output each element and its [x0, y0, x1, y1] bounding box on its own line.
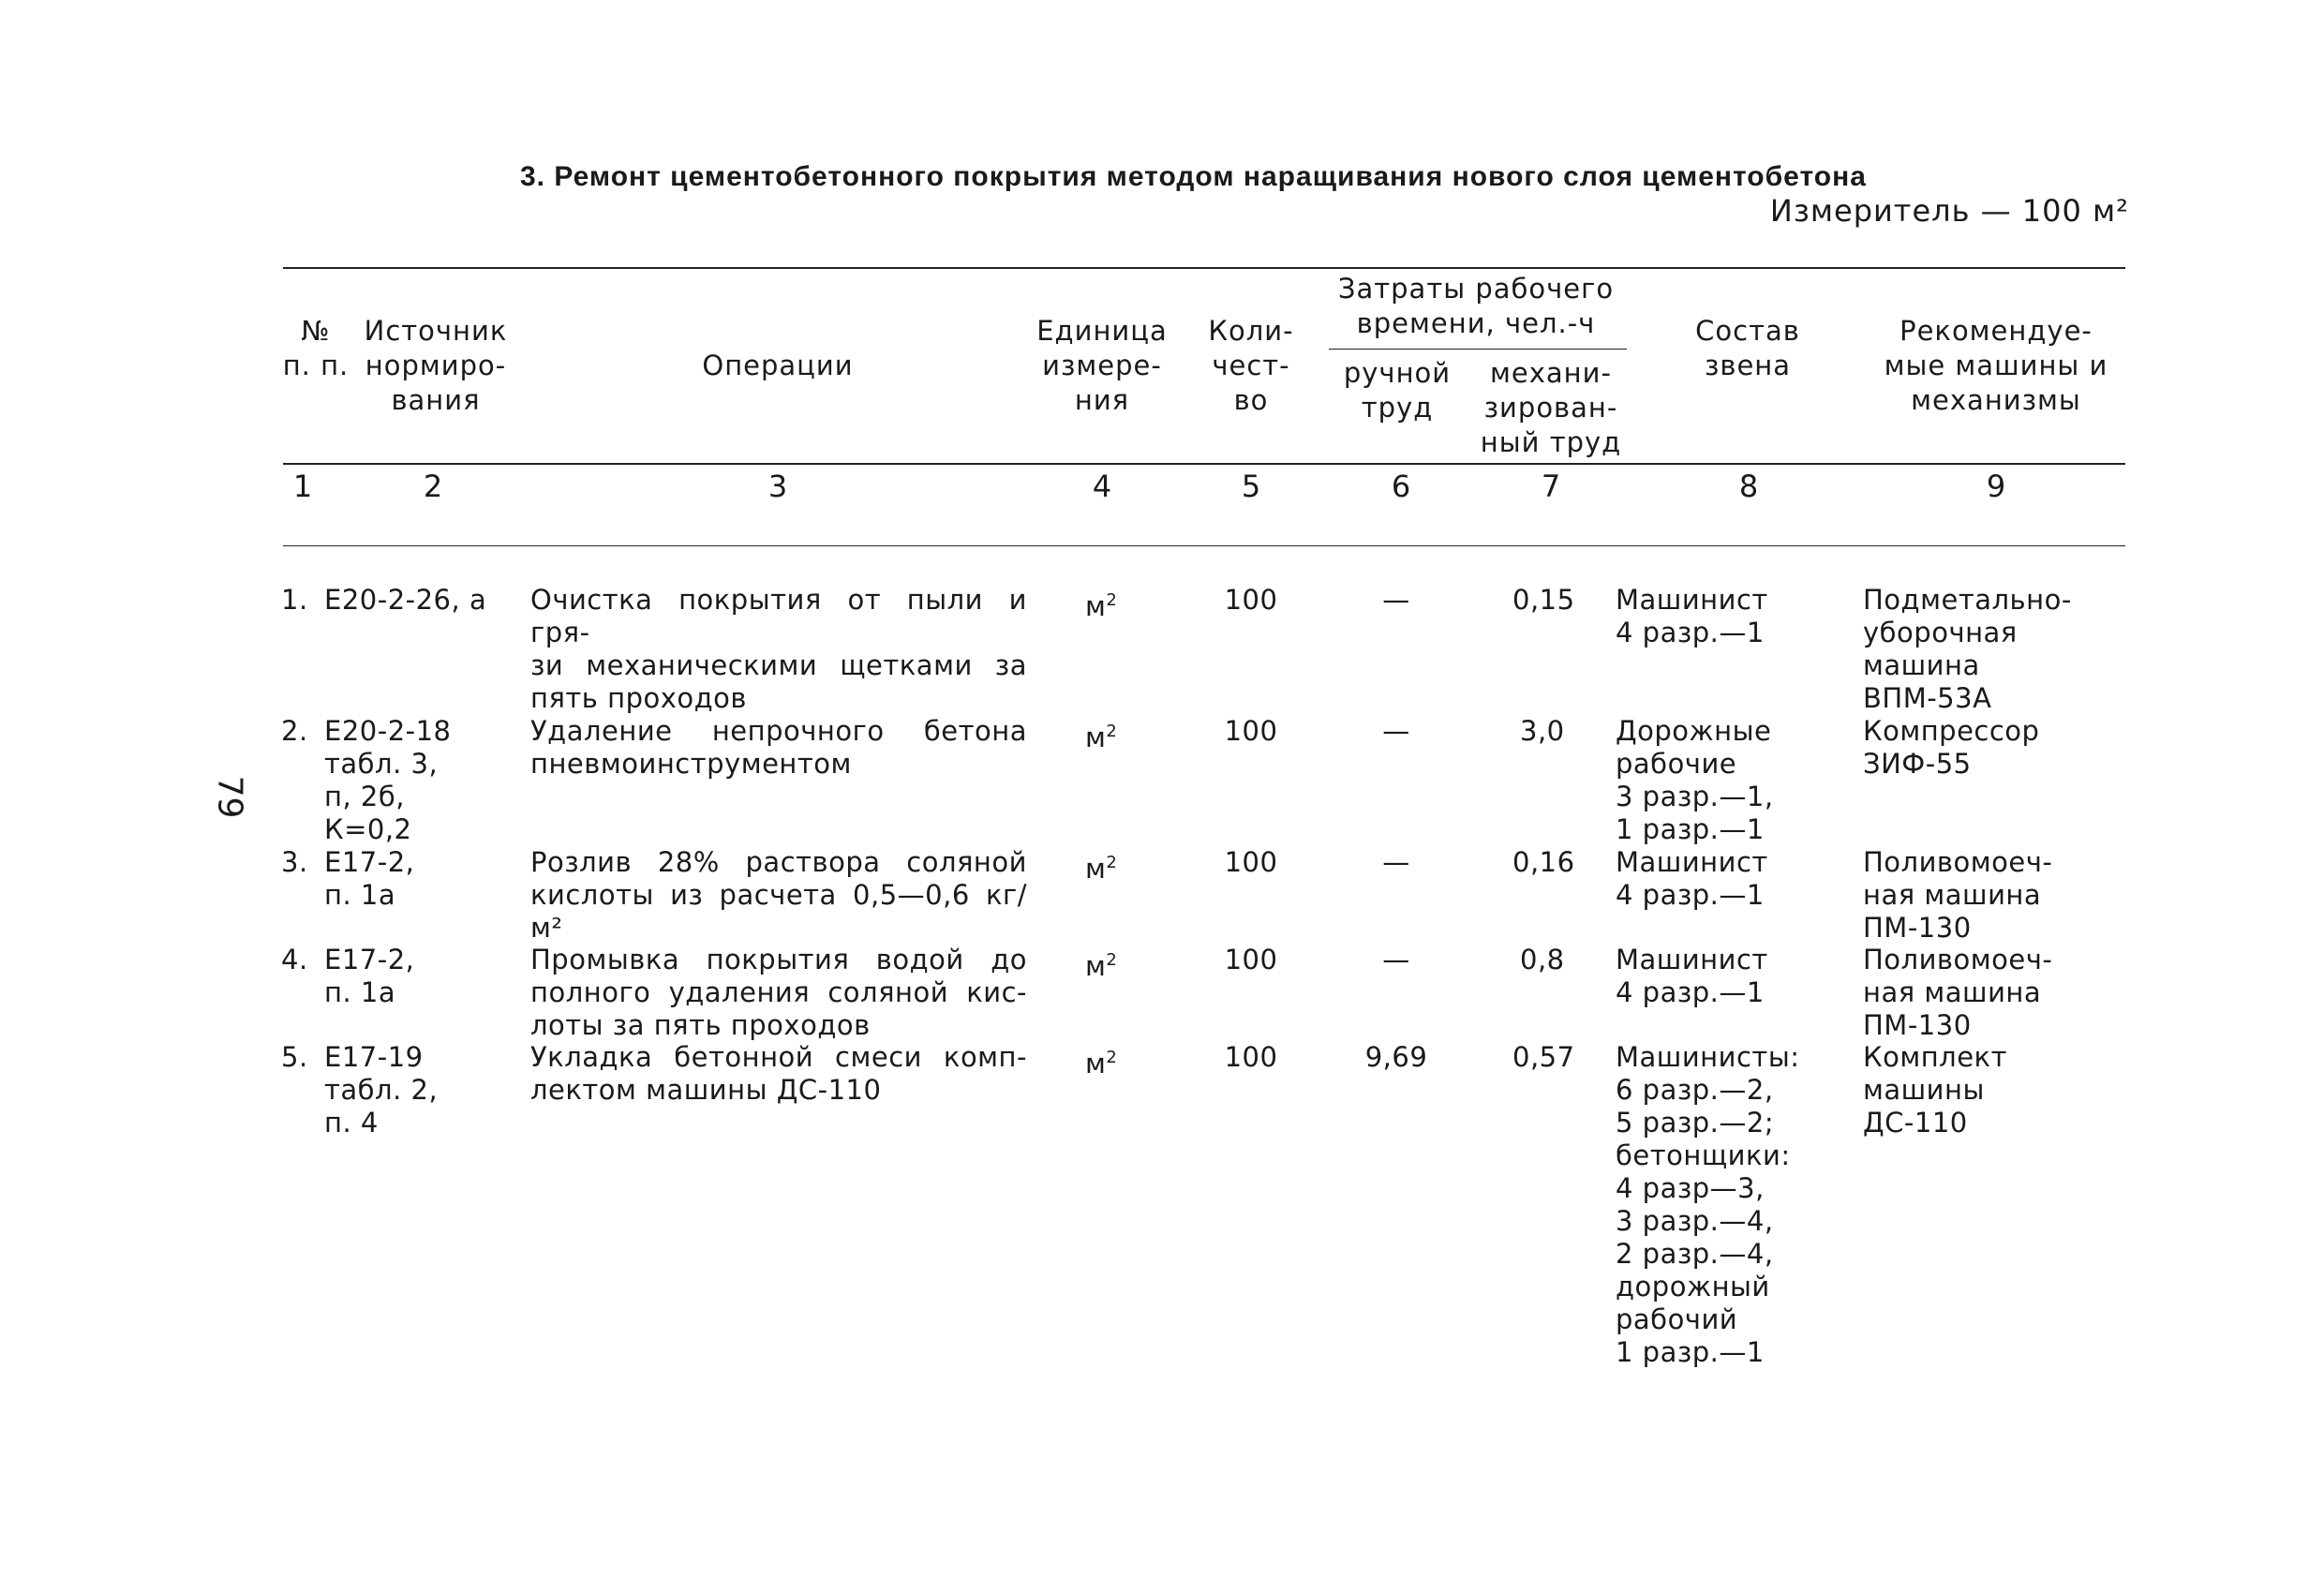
row-mech: 0,57 [1512, 1041, 1575, 1073]
row-mech: 3,0 [1520, 715, 1565, 747]
row-num: 3. [281, 846, 308, 878]
header-mechanized-labor: механи- зирован- ный труд [1480, 357, 1622, 458]
colnum-1: 1 [292, 469, 313, 504]
colnum-8: 8 [1738, 469, 1759, 504]
row-operation: Удаление непрочного бетона пневмоинструментом [530, 715, 1027, 780]
row-num: 1. [281, 584, 308, 616]
row-qty: 100 [1224, 584, 1278, 616]
row-source: Е17-2, п. 1а [324, 944, 415, 1008]
row-crew: Дорожные рабочие 3 разр.—1, 1 разр.—1 [1616, 715, 1774, 845]
row-mech: 0,8 [1520, 944, 1565, 975]
row-machines: Поливомоеч- ная машина ПМ-130 [1863, 846, 2053, 944]
header-manual-labor: ручной труд [1343, 357, 1452, 424]
row-unit: м 2 [1085, 944, 1117, 983]
row-num: 2. [281, 715, 308, 747]
row-unit: м 2 [1085, 1041, 1117, 1080]
row-qty: 100 [1224, 715, 1278, 747]
colnum-5: 5 [1241, 469, 1261, 504]
colnum-2: 2 [423, 469, 443, 504]
row-mech: 0,16 [1512, 846, 1575, 878]
row-crew: Машинист 4 разр.—1 [1616, 944, 1768, 1008]
row-manual: — [1382, 846, 1410, 878]
row-manual: — [1382, 944, 1410, 975]
row-source: Е20-2-18 табл. 3, п, 2б, К=0,2 [324, 715, 452, 845]
colnum-9: 9 [1986, 469, 2006, 504]
row-operation: Розлив 28% раствора соляной кислоты из расчета 0,5—0,6 кг/м² [530, 846, 1027, 944]
row-manual: 9,69 [1364, 1041, 1428, 1073]
column-numbers-rule [283, 545, 2125, 546]
header-num: № п. п. [282, 315, 350, 381]
row-qty: 100 [1224, 1041, 1278, 1073]
section-title: 3. Ремонт цементобетонного покрытия методом наращивания нового слоя цементобетона [520, 161, 1867, 192]
header-crew: Состав звена [1695, 315, 1800, 381]
colnum-3: 3 [767, 469, 788, 504]
page-number: 79 [210, 775, 249, 819]
header-qty: Коли- чест- во [1208, 315, 1294, 416]
header-source: Источник нормиро- вания [364, 315, 508, 416]
row-qty: 100 [1224, 846, 1278, 878]
row-crew: Машинисты: 6 разр.—2, 5 разр.—2; бетонщики: 4 разр—3, 3 разр.—4, 2 разр.—4, дорожный рабочий 1 разр.—1 [1616, 1041, 1800, 1368]
row-operation: Промывка покрытия водой до полного удаления соляной кис- лоты за пять проходов [530, 944, 1027, 1041]
row-operation: Укладка бетонной смеси комп- лектом машины ДС-110 [530, 1041, 1027, 1106]
header-machines: Рекомендуе- мые машины и механизмы [1884, 315, 2108, 416]
row-manual: — [1382, 584, 1410, 616]
row-machines: Поливомоеч- ная машина ПМ-130 [1863, 944, 2053, 1041]
row-manual: — [1382, 715, 1410, 747]
row-crew: Машинист 4 разр.—1 [1616, 584, 1768, 648]
row-machines: Подметально- уборочная машина ВПМ-53А [1863, 584, 2072, 714]
row-crew: Машинист 4 разр.—1 [1616, 846, 1768, 911]
colnum-4: 4 [1092, 469, 1112, 504]
row-source: Е17-19 табл. 2, п. 4 [324, 1041, 439, 1139]
row-operation: Очистка покрытия от пыли и гря- зи механическими щетками за пять проходов [530, 584, 1027, 714]
row-mech: 0,15 [1512, 584, 1575, 616]
colnum-7: 7 [1541, 469, 1561, 504]
row-unit: м 2 [1085, 584, 1117, 623]
header-unit: Единица измере- ния [1036, 315, 1168, 416]
time-costs-rule [1329, 349, 1627, 350]
header-operations: Операции [702, 350, 854, 381]
row-unit: м 2 [1085, 715, 1117, 754]
header-bottom-rule [283, 463, 2125, 465]
header-time-costs: Затраты рабочего времени, чел.-ч [1337, 273, 1615, 339]
row-source: Е17-2, п. 1а [324, 846, 415, 911]
measure-unit: Измеритель — 100 м² [1769, 193, 2129, 229]
row-machines: Компрессор ЗИФ-55 [1863, 715, 2040, 780]
table-top-rule [283, 267, 2125, 269]
row-num: 5. [281, 1041, 308, 1073]
row-machines: Комплект машины ДС-110 [1863, 1041, 2007, 1139]
row-source: Е20-2-26, а [324, 584, 487, 616]
row-qty: 100 [1224, 944, 1278, 975]
row-num: 4. [281, 944, 308, 975]
row-unit: м 2 [1085, 846, 1117, 886]
colnum-6: 6 [1391, 469, 1411, 504]
